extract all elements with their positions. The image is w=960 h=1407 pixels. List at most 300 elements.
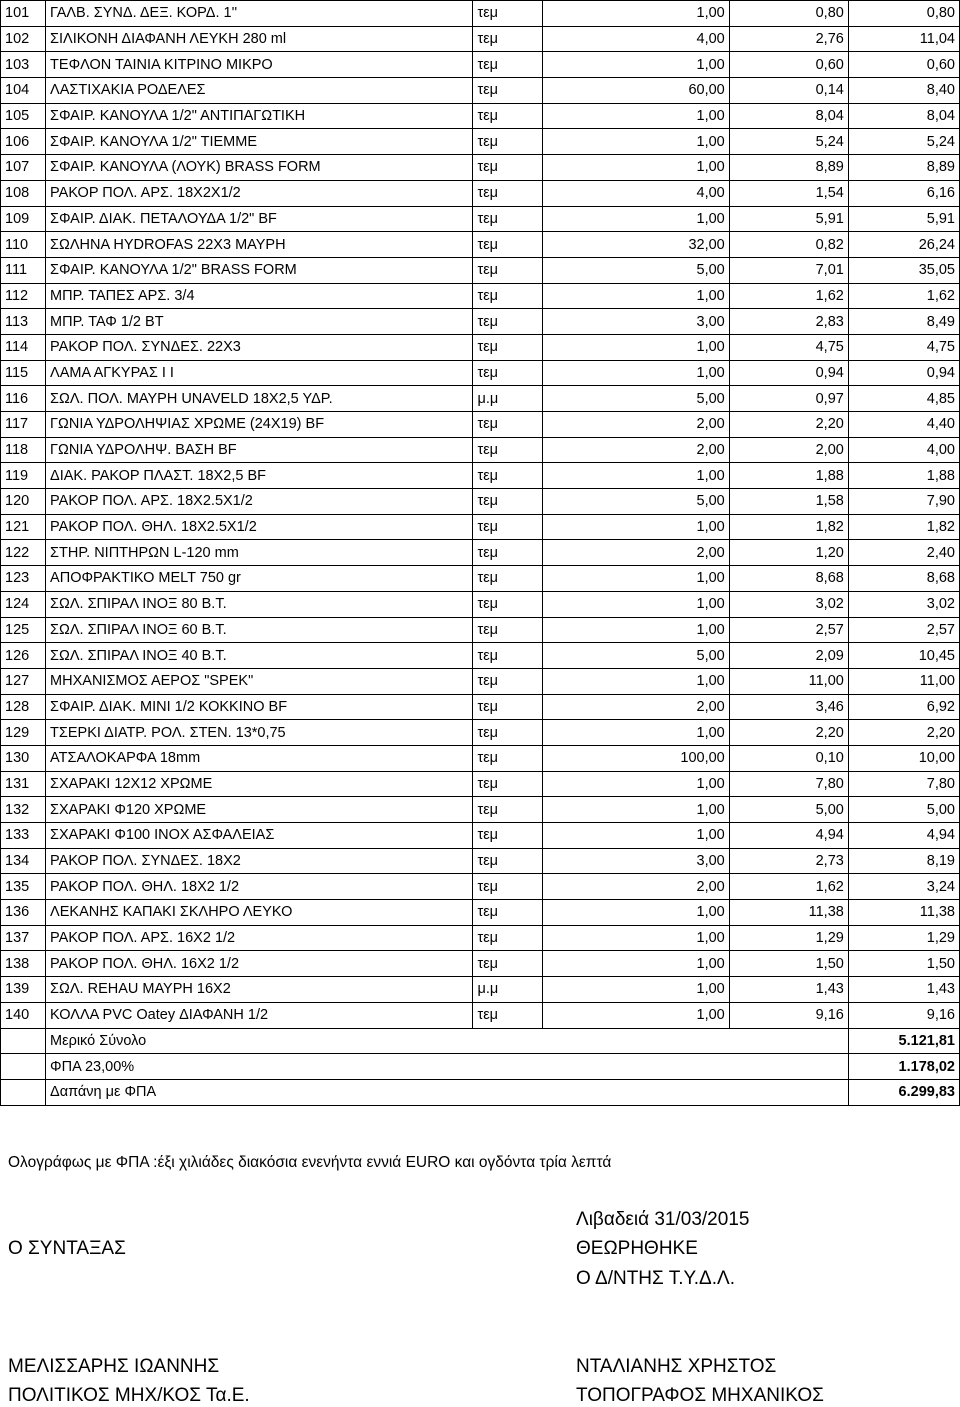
item-quantity: 32,00 (542, 232, 729, 258)
item-description: ΣΙΛΙΚΟΝΗ ΔΙΑΦΑΝΗ ΛΕΥΚΗ 280 ml (46, 26, 473, 52)
table-row (1, 977, 960, 1003)
item-total: 0,94 (848, 360, 959, 386)
item-description: ΑΠΟΦΡΑΚΤΙΚΟ MELT 750 gr (46, 566, 473, 592)
item-unit-price: 8,89 (729, 155, 848, 181)
item-unit: τεμ (473, 848, 542, 874)
item-description: ΜΠΡ. ΤΑΦ 1/2 ΒΤ (46, 309, 473, 335)
table-row (1, 52, 960, 78)
item-unit: τεμ (473, 78, 542, 104)
item-quantity: 3,00 (542, 309, 729, 335)
item-unit: τεμ (473, 566, 542, 592)
item-unit: μ.μ (473, 977, 542, 1003)
item-quantity: 1,00 (542, 771, 729, 797)
item-number: 105 (1, 103, 46, 129)
item-number: 129 (1, 720, 46, 746)
table-row (1, 591, 960, 617)
item-number: 124 (1, 591, 46, 617)
item-description: ΣΦΑΙΡ. ΔΙΑΚ. ΠΕΤΑΛΟΥΔΑ 1/2" BF (46, 206, 473, 232)
item-unit: τεμ (473, 797, 542, 823)
item-total: 8,68 (848, 566, 959, 592)
item-quantity: 1,00 (542, 900, 729, 926)
place-date: Λιβαδειά 31/03/2015 (576, 1209, 750, 1230)
item-total: 8,19 (848, 848, 959, 874)
reviewed-label: ΘΕΩΡΗΘΗΚΕ (576, 1238, 698, 1259)
item-number: 112 (1, 283, 46, 309)
item-description: ΓΩΝΙΑ ΥΔΡΟΛΗΨ. ΒΑΣΗ BF (46, 437, 473, 463)
item-total: 1,29 (848, 925, 959, 951)
summary-spacer (1, 1079, 46, 1105)
item-unit: τεμ (473, 206, 542, 232)
item-quantity: 1,00 (542, 1002, 729, 1028)
table-row (1, 745, 960, 771)
item-unit: μ.μ (473, 386, 542, 412)
item-number: 138 (1, 951, 46, 977)
item-unit: τεμ (473, 52, 542, 78)
item-description: ΡΑΚΟΡ ΠΟΛ. ΑΡΣ. 18Χ2.5Χ1/2 (46, 489, 473, 515)
table-row (1, 26, 960, 52)
item-unit-price: 0,97 (729, 386, 848, 412)
item-quantity: 60,00 (542, 78, 729, 104)
summary-label: Μερικό Σύνολο (46, 1028, 849, 1054)
item-number: 106 (1, 129, 46, 155)
table-row (1, 206, 960, 232)
item-unit: τεμ (473, 540, 542, 566)
item-unit: τεμ (473, 180, 542, 206)
item-description: ΣΦΑΙΡ. ΚΑΝΟΥΛΑ 1/2" ΑΝΤΙΠΑΓΩΤΙΚΗ (46, 103, 473, 129)
item-unit-price: 11,38 (729, 900, 848, 926)
item-unit-price: 2,76 (729, 26, 848, 52)
director-title: ΤΟΠΟΓΡΑΦΟΣ ΜΗΧΑΝΙΚΟΣ (576, 1385, 824, 1406)
table-row (1, 540, 960, 566)
item-unit-price: 4,75 (729, 334, 848, 360)
item-unit-price: 1,54 (729, 180, 848, 206)
table-row (1, 720, 960, 746)
item-total: 26,24 (848, 232, 959, 258)
item-total: 0,60 (848, 52, 959, 78)
summary-value: 5.121,81 (848, 1028, 959, 1054)
item-unit: τεμ (473, 874, 542, 900)
table-row (1, 489, 960, 515)
compiled-by-label: Ο ΣΥΝΤΑΞΑΣ (8, 1238, 126, 1259)
summary-row (1, 1028, 960, 1054)
item-number: 132 (1, 797, 46, 823)
item-unit: τεμ (473, 309, 542, 335)
item-unit: τεμ (473, 360, 542, 386)
summary-row (1, 1054, 960, 1080)
item-unit-price: 1,58 (729, 489, 848, 515)
item-quantity: 3,00 (542, 848, 729, 874)
item-unit: τεμ (473, 232, 542, 258)
item-total: 11,04 (848, 26, 959, 52)
item-unit-price: 5,24 (729, 129, 848, 155)
summary-spacer (1, 1028, 46, 1054)
item-unit: τεμ (473, 412, 542, 438)
item-number: 110 (1, 232, 46, 258)
table-row (1, 360, 960, 386)
item-total: 1,88 (848, 463, 959, 489)
summary-value: 6.299,83 (848, 1079, 959, 1105)
item-unit-price: 0,10 (729, 745, 848, 771)
item-quantity: 1,00 (542, 52, 729, 78)
item-description: ΤΣΕΡΚΙ ΔΙΑΤΡ. ΡΟΛ. ΣΤΕΝ. 13*0,75 (46, 720, 473, 746)
item-number: 115 (1, 360, 46, 386)
item-quantity: 1,00 (542, 360, 729, 386)
item-total: 8,49 (848, 309, 959, 335)
item-number: 139 (1, 977, 46, 1003)
item-total: 35,05 (848, 257, 959, 283)
item-quantity: 1,00 (542, 977, 729, 1003)
item-quantity: 1,00 (542, 566, 729, 592)
item-description: ΤΕΦΛΟΝ ΤΑΙΝΙΑ ΚΙΤΡΙΝΟ ΜΙΚΡΟ (46, 52, 473, 78)
item-quantity: 4,00 (542, 180, 729, 206)
table-row (1, 643, 960, 669)
item-description: ΜΠΡ. ΤΑΠΕΣ ΑΡΣ. 3/4 (46, 283, 473, 309)
item-number: 109 (1, 206, 46, 232)
item-unit-price: 5,00 (729, 797, 848, 823)
item-quantity: 1,00 (542, 1, 729, 27)
item-number: 133 (1, 823, 46, 849)
item-unit: τεμ (473, 103, 542, 129)
item-number: 134 (1, 848, 46, 874)
item-unit-price: 1,20 (729, 540, 848, 566)
table-row (1, 1002, 960, 1028)
item-unit: τεμ (473, 900, 542, 926)
compiler-name: ΜΕΛΙΣΣΑΡΗΣ ΙΩΑΝΝΗΣ (8, 1356, 220, 1377)
item-description: ΑΤΣΑΛΟΚΑΡΦΑ 18mm (46, 745, 473, 771)
item-unit: τεμ (473, 617, 542, 643)
table-row (1, 1, 960, 27)
item-unit-price: 1,29 (729, 925, 848, 951)
item-quantity: 1,00 (542, 951, 729, 977)
item-number: 102 (1, 26, 46, 52)
item-unit-price: 2,73 (729, 848, 848, 874)
item-number: 125 (1, 617, 46, 643)
table-row (1, 386, 960, 412)
item-unit-price: 1,88 (729, 463, 848, 489)
item-description: ΡΑΚΟΡ ΠΟΛ. ΑΡΣ. 18Χ2Χ1/2 (46, 180, 473, 206)
item-quantity: 1,00 (542, 720, 729, 746)
item-unit: τεμ (473, 257, 542, 283)
item-number: 130 (1, 745, 46, 771)
item-description: ΔΙΑΚ. ΡΑΚΟΡ ΠΛΑΣΤ. 18Χ2,5 BF (46, 463, 473, 489)
item-number: 114 (1, 334, 46, 360)
item-total: 10,00 (848, 745, 959, 771)
item-quantity: 1,00 (542, 925, 729, 951)
item-number: 118 (1, 437, 46, 463)
item-description: ΓΩΝΙΑ ΥΔΡΟΛΗΨΙΑΣ ΧΡΩΜΕ (24Χ19) BF (46, 412, 473, 438)
item-quantity: 1,00 (542, 283, 729, 309)
item-quantity: 1,00 (542, 617, 729, 643)
item-description: ΜΗΧΑΝΙΣΜΟΣ ΑΕΡΟΣ "SPEK" (46, 668, 473, 694)
item-total: 1,62 (848, 283, 959, 309)
item-description: ΡΑΚΟΡ ΠΟΛ. ΘΗΛ. 18Χ2 1/2 (46, 874, 473, 900)
item-unit-price: 11,00 (729, 668, 848, 694)
item-description: ΛΑΜΑ ΑΓΚΥΡΑΣ Ι Ι (46, 360, 473, 386)
item-total: 7,90 (848, 489, 959, 515)
table-row (1, 617, 960, 643)
item-unit-price: 7,80 (729, 771, 848, 797)
table-row (1, 309, 960, 335)
table-row (1, 951, 960, 977)
item-number: 111 (1, 257, 46, 283)
item-unit-price: 2,20 (729, 720, 848, 746)
table-row (1, 823, 960, 849)
item-total: 2,40 (848, 540, 959, 566)
item-total: 5,24 (848, 129, 959, 155)
item-unit: τεμ (473, 591, 542, 617)
item-quantity: 1,00 (542, 129, 729, 155)
amount-in-words: Ολογράφως με ΦΠΑ :έξι χιλιάδες διακόσια ενενήντα εννιά EURO και ογδόντα τρία λεπτά (8, 1154, 612, 1171)
item-unit-price: 1,50 (729, 951, 848, 977)
item-unit: τεμ (473, 489, 542, 515)
item-unit-price: 9,16 (729, 1002, 848, 1028)
item-unit-price: 1,62 (729, 283, 848, 309)
item-number: 116 (1, 386, 46, 412)
item-description: ΣΩΛ. ΠΟΛ. ΜΑΥΡΗ UNAVELD 18Χ2,5 ΥΔΡ. (46, 386, 473, 412)
item-unit: τεμ (473, 925, 542, 951)
item-total: 8,89 (848, 155, 959, 181)
item-description: ΣΩΛ. ΣΠΙΡΑΛ ΙΝΟΞ 80 Β.Τ. (46, 591, 473, 617)
item-unit: τεμ (473, 26, 542, 52)
table-row (1, 874, 960, 900)
item-number: 113 (1, 309, 46, 335)
item-unit-price: 2,83 (729, 309, 848, 335)
item-number: 137 (1, 925, 46, 951)
item-description: ΛΑΣΤΙΧΑΚΙΑ ΡΟΔΕΛΕΣ (46, 78, 473, 104)
table-row (1, 180, 960, 206)
item-description: ΚΟΛΛΑ PVC Oatey ΔΙΑΦΑΝΗ 1/2 (46, 1002, 473, 1028)
item-description: ΡΑΚΟΡ ΠΟΛ. ΘΗΛ. 18Χ2.5Χ1/2 (46, 514, 473, 540)
item-total: 1,43 (848, 977, 959, 1003)
item-quantity: 1,00 (542, 155, 729, 181)
item-unit-price: 0,60 (729, 52, 848, 78)
item-description: ΣΦΑΙΡ. ΚΑΝΟΥΛΑ 1/2" BRASS FORM (46, 257, 473, 283)
item-quantity: 1,00 (542, 823, 729, 849)
item-description: ΛΕΚΑΝΗΣ ΚΑΠΑΚΙ ΣΚΛΗΡΟ ΛΕΥΚΟ (46, 900, 473, 926)
item-unit-price: 1,43 (729, 977, 848, 1003)
table-row (1, 412, 960, 438)
item-unit: τεμ (473, 720, 542, 746)
item-unit: τεμ (473, 694, 542, 720)
table-row (1, 334, 960, 360)
table-row (1, 900, 960, 926)
director-name: ΝΤΑΛΙΑΝΗΣ ΧΡΗΣΤΟΣ (576, 1356, 777, 1377)
item-number: 120 (1, 489, 46, 515)
item-number: 119 (1, 463, 46, 489)
table-row (1, 668, 960, 694)
item-unit-price: 1,82 (729, 514, 848, 540)
item-number: 101 (1, 1, 46, 27)
item-unit-price: 0,82 (729, 232, 848, 258)
item-quantity: 100,00 (542, 745, 729, 771)
item-description: ΣΩΛΗΝΑ HYDROFAS 22Χ3 ΜΑΥΡΗ (46, 232, 473, 258)
item-description: ΣΩΛ. ΣΠΙΡΑΛ ΙΝΟΞ 60 Β.Τ. (46, 617, 473, 643)
item-unit: τεμ (473, 437, 542, 463)
item-number: 135 (1, 874, 46, 900)
item-description: ΣΧΑΡΑΚΙ Φ100 ΙΝΟΧ ΑΣΦΑΛΕΙΑΣ (46, 823, 473, 849)
item-number: 122 (1, 540, 46, 566)
item-number: 127 (1, 668, 46, 694)
item-unit: τεμ (473, 771, 542, 797)
item-number: 131 (1, 771, 46, 797)
item-unit-price: 2,20 (729, 412, 848, 438)
summary-spacer (1, 1054, 46, 1080)
compiler-title: ΠΟΛΙΤΙΚΟΣ ΜΗΧ/ΚΟΣ Τα.Ε. (8, 1385, 250, 1406)
item-number: 107 (1, 155, 46, 181)
item-unit-price: 7,01 (729, 257, 848, 283)
item-unit-price: 4,94 (729, 823, 848, 849)
item-unit: τεμ (473, 668, 542, 694)
item-total: 2,20 (848, 720, 959, 746)
item-unit: τεμ (473, 643, 542, 669)
item-unit-price: 2,57 (729, 617, 848, 643)
item-total: 5,91 (848, 206, 959, 232)
item-total: 4,75 (848, 334, 959, 360)
item-unit: τεμ (473, 155, 542, 181)
table-row (1, 437, 960, 463)
item-description: ΣΦΑΙΡ. ΚΑΝΟΥΛΑ (ΛΟΥΚ) BRASS FORM (46, 155, 473, 181)
item-total: 8,04 (848, 103, 959, 129)
item-description: ΣΦΑΙΡ. ΔΙΑΚ. ΜΙΝΙ 1/2 ΚΟΚΚΙΝΟ BF (46, 694, 473, 720)
table-row (1, 155, 960, 181)
item-total: 8,40 (848, 78, 959, 104)
item-unit: τεμ (473, 1, 542, 27)
item-quantity: 2,00 (542, 437, 729, 463)
item-quantity: 1,00 (542, 463, 729, 489)
summary-row (1, 1079, 960, 1105)
item-total: 4,40 (848, 412, 959, 438)
table-row (1, 771, 960, 797)
director-label: Ο Δ/ΝΤΗΣ Τ.Υ.Δ.Λ. (576, 1268, 735, 1289)
item-unit: τεμ (473, 1002, 542, 1028)
item-quantity: 5,00 (542, 643, 729, 669)
item-total: 4,94 (848, 823, 959, 849)
item-total: 1,50 (848, 951, 959, 977)
table-row (1, 848, 960, 874)
item-unit: τεμ (473, 514, 542, 540)
item-number: 126 (1, 643, 46, 669)
summary-label: ΦΠΑ 23,00% (46, 1054, 849, 1080)
item-total: 4,00 (848, 437, 959, 463)
item-description: ΣΩΛ. REHAU ΜΑΥΡΗ 16Χ2 (46, 977, 473, 1003)
item-total: 0,80 (848, 1, 959, 27)
item-quantity: 5,00 (542, 386, 729, 412)
item-quantity: 2,00 (542, 694, 729, 720)
item-total: 10,45 (848, 643, 959, 669)
item-quantity: 1,00 (542, 514, 729, 540)
item-unit-price: 0,14 (729, 78, 848, 104)
table-row (1, 514, 960, 540)
item-unit-price: 1,62 (729, 874, 848, 900)
item-unit-price: 3,46 (729, 694, 848, 720)
item-quantity: 1,00 (542, 103, 729, 129)
item-quantity: 1,00 (542, 334, 729, 360)
item-description: ΡΑΚΟΡ ΠΟΛ. ΣΥΝΔΕΣ. 18Χ2 (46, 848, 473, 874)
table-row (1, 257, 960, 283)
table-row (1, 566, 960, 592)
item-total: 4,85 (848, 386, 959, 412)
item-quantity: 1,00 (542, 206, 729, 232)
item-unit: τεμ (473, 283, 542, 309)
item-total: 5,00 (848, 797, 959, 823)
item-total: 3,02 (848, 591, 959, 617)
table-row (1, 232, 960, 258)
item-unit-price: 2,09 (729, 643, 848, 669)
item-quantity: 5,00 (542, 257, 729, 283)
item-total: 7,80 (848, 771, 959, 797)
item-description: ΣΦΑΙΡ. ΚΑΝΟΥΛΑ 1/2" ΤΙΕΜΜΕ (46, 129, 473, 155)
table-row (1, 78, 960, 104)
item-quantity: 4,00 (542, 26, 729, 52)
item-unit-price: 0,80 (729, 1, 848, 27)
table-row (1, 797, 960, 823)
item-quantity: 5,00 (542, 489, 729, 515)
item-number: 128 (1, 694, 46, 720)
item-total: 6,92 (848, 694, 959, 720)
item-unit-price: 3,02 (729, 591, 848, 617)
item-number: 121 (1, 514, 46, 540)
item-unit: τεμ (473, 463, 542, 489)
item-unit-price: 2,00 (729, 437, 848, 463)
item-quantity: 1,00 (542, 591, 729, 617)
item-unit: τεμ (473, 951, 542, 977)
item-unit-price: 8,68 (729, 566, 848, 592)
item-description: ΣΧΑΡΑΚΙ Φ120 ΧΡΩΜΕ (46, 797, 473, 823)
item-total: 11,38 (848, 900, 959, 926)
item-unit-price: 0,94 (729, 360, 848, 386)
items-table-body (1, 1, 960, 1106)
item-quantity: 2,00 (542, 540, 729, 566)
item-total: 2,57 (848, 617, 959, 643)
summary-label: Δαπάνη με ΦΠΑ (46, 1079, 849, 1105)
item-number: 123 (1, 566, 46, 592)
item-total: 1,82 (848, 514, 959, 540)
table-row (1, 463, 960, 489)
item-description: ΓΑΛΒ. ΣΥΝΔ. ΔΕΞ. ΚΟΡΔ. 1'' (46, 1, 473, 27)
table-row (1, 103, 960, 129)
item-number: 136 (1, 900, 46, 926)
item-unit-price: 5,91 (729, 206, 848, 232)
item-quantity: 1,00 (542, 797, 729, 823)
item-quantity: 2,00 (542, 412, 729, 438)
item-total: 9,16 (848, 1002, 959, 1028)
item-description: ΣΤΗΡ. ΝΙΠΤΗΡΩΝ L-120 mm (46, 540, 473, 566)
item-total: 6,16 (848, 180, 959, 206)
item-unit-price: 8,04 (729, 103, 848, 129)
item-unit: τεμ (473, 745, 542, 771)
summary-value: 1.178,02 (848, 1054, 959, 1080)
table-row (1, 283, 960, 309)
item-total: 3,24 (848, 874, 959, 900)
item-number: 140 (1, 1002, 46, 1028)
item-description: ΡΑΚΟΡ ΠΟΛ. ΘΗΛ. 16Χ2 1/2 (46, 951, 473, 977)
item-total: 11,00 (848, 668, 959, 694)
item-description: ΣΩΛ. ΣΠΙΡΑΛ ΙΝΟΞ 40 Β.Τ. (46, 643, 473, 669)
item-quantity: 1,00 (542, 668, 729, 694)
item-quantity: 2,00 (542, 874, 729, 900)
item-number: 104 (1, 78, 46, 104)
table-row (1, 925, 960, 951)
item-unit: τεμ (473, 334, 542, 360)
item-number: 117 (1, 412, 46, 438)
item-number: 103 (1, 52, 46, 78)
table-row (1, 129, 960, 155)
item-description: ΣΧΑΡΑΚΙ 12Χ12 ΧΡΩΜΕ (46, 771, 473, 797)
item-number: 108 (1, 180, 46, 206)
item-unit: τεμ (473, 129, 542, 155)
table-row (1, 694, 960, 720)
item-unit: τεμ (473, 823, 542, 849)
